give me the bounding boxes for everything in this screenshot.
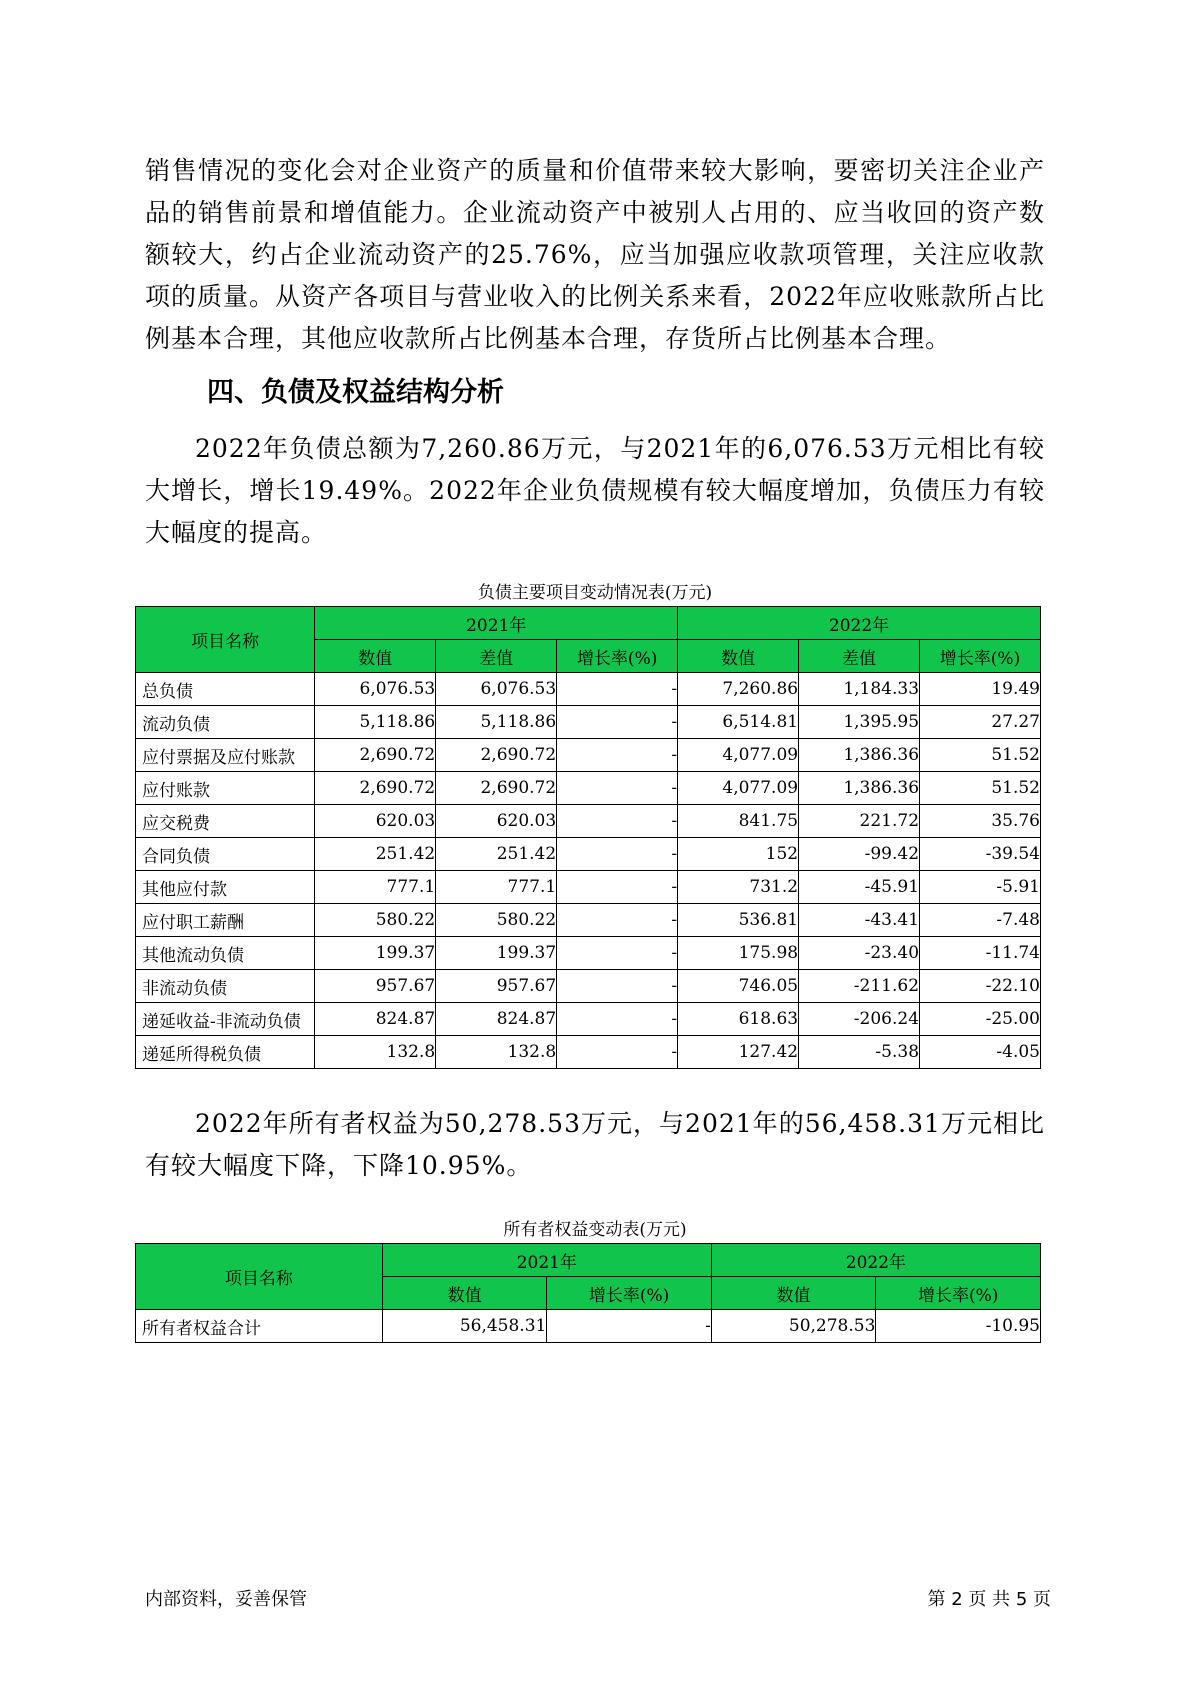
table-cell: 1,386.36 bbox=[799, 772, 920, 805]
row-label: 应付账款 bbox=[136, 772, 315, 805]
table-cell: 1,184.33 bbox=[799, 673, 920, 706]
header-sub: 差值 bbox=[436, 640, 557, 673]
table-row bbox=[136, 805, 1041, 838]
table-cell: - bbox=[557, 805, 678, 838]
table-cell: 2,690.72 bbox=[315, 772, 436, 805]
table-cell: 746.05 bbox=[678, 970, 799, 1003]
table-cell: - bbox=[557, 1036, 678, 1069]
row-label: 流动负债 bbox=[136, 706, 315, 739]
table-cell: - bbox=[557, 673, 678, 706]
table-cell: 127.42 bbox=[678, 1036, 799, 1069]
table-cell: 175.98 bbox=[678, 937, 799, 970]
table-cell: -206.24 bbox=[799, 1003, 920, 1036]
row-label: 应付职工薪酬 bbox=[136, 904, 315, 937]
table-cell: 777.1 bbox=[315, 871, 436, 904]
table-cell: 56,458.31 bbox=[382, 1310, 547, 1343]
table-cell: 4,077.09 bbox=[678, 772, 799, 805]
table-cell: 957.67 bbox=[315, 970, 436, 1003]
row-label: 总负债 bbox=[136, 673, 315, 706]
header-year-2021: 2021年 bbox=[382, 1244, 711, 1277]
table-cell: 620.03 bbox=[315, 805, 436, 838]
table-row bbox=[136, 970, 1041, 1003]
header-item-name: 项目名称 bbox=[136, 1244, 383, 1310]
row-label: 递延所得税负债 bbox=[136, 1036, 315, 1069]
table-cell: 2,690.72 bbox=[436, 772, 557, 805]
table-cell: - bbox=[557, 937, 678, 970]
equity-table-body bbox=[136, 1310, 1041, 1343]
table-cell: 841.75 bbox=[678, 805, 799, 838]
table-cell: 824.87 bbox=[315, 1003, 436, 1036]
table-cell: -23.40 bbox=[799, 937, 920, 970]
table-cell: - bbox=[557, 838, 678, 871]
table-cell: -99.42 bbox=[799, 838, 920, 871]
row-label: 其他应付款 bbox=[136, 871, 315, 904]
paragraph-assets: 销售情况的变化会对企业资产的质量和价值带来较大影响，要密切关注企业产品的销售前景和增值能力。企业流动资产中被别人占用的、应当收回的资产数额较大，约占企业流动资产的25.76%，应当加强应收款项管理，关注应收款项的质量。从资产各项目与营业收入的比例关系来看，2022年应收账款所占比例基本合理，其他应收款所占比例基本合理，存货所占比例基本合理。 bbox=[145, 156, 1045, 353]
table-cell: 618.63 bbox=[678, 1003, 799, 1036]
table-cell: 2,690.72 bbox=[315, 739, 436, 772]
table-cell: - bbox=[557, 871, 678, 904]
table-cell: 580.22 bbox=[436, 904, 557, 937]
table-caption-liabilities: 负债主要项目变动情况表(万元) bbox=[477, 583, 713, 603]
liabilities-table-body bbox=[136, 673, 1041, 1069]
header-sub: 数值 bbox=[678, 640, 799, 673]
table-row bbox=[136, 706, 1041, 739]
table-cell: -5.38 bbox=[799, 1036, 920, 1069]
table-cell: -22.10 bbox=[920, 970, 1041, 1003]
table-cell: 152 bbox=[678, 838, 799, 871]
table-row bbox=[136, 673, 1041, 706]
table-cell: - bbox=[547, 1310, 712, 1343]
table-cell: 824.87 bbox=[436, 1003, 557, 1036]
header-sub: 增长率(%) bbox=[876, 1277, 1041, 1310]
table-cell: -25.00 bbox=[920, 1003, 1041, 1036]
header-sub: 增长率(%) bbox=[557, 640, 678, 673]
table-cell: - bbox=[557, 706, 678, 739]
table-cell: 221.72 bbox=[799, 805, 920, 838]
table-cell: 35.76 bbox=[920, 805, 1041, 838]
table-row bbox=[136, 904, 1041, 937]
table-cell: 251.42 bbox=[315, 838, 436, 871]
table-cell: 199.37 bbox=[315, 937, 436, 970]
table-row bbox=[136, 1036, 1041, 1069]
table-cell: 50,278.53 bbox=[711, 1310, 876, 1343]
table-cell: 536.81 bbox=[678, 904, 799, 937]
header-sub: 数值 bbox=[711, 1277, 876, 1310]
table-cell: - bbox=[557, 904, 678, 937]
table-row bbox=[136, 871, 1041, 904]
table-cell: -211.62 bbox=[799, 970, 920, 1003]
header-year-2022: 2022年 bbox=[678, 607, 1041, 640]
page-content bbox=[142, 150, 1045, 1343]
table-cell: -39.54 bbox=[920, 838, 1041, 871]
table-row bbox=[136, 739, 1041, 772]
header-year-2022: 2022年 bbox=[711, 1244, 1040, 1277]
liabilities-table bbox=[135, 606, 1041, 1069]
table-cell: 1,386.36 bbox=[799, 739, 920, 772]
section-heading: 四、负债及权益结构分析 bbox=[207, 377, 504, 408]
table-cell: 6,076.53 bbox=[315, 673, 436, 706]
table-cell: -43.41 bbox=[799, 904, 920, 937]
table-cell: 5,118.86 bbox=[315, 706, 436, 739]
header-sub: 增长率(%) bbox=[547, 1277, 712, 1310]
table-cell: -11.74 bbox=[920, 937, 1041, 970]
table-cell: 6,076.53 bbox=[436, 673, 557, 706]
row-label: 应付票据及应付账款 bbox=[136, 739, 315, 772]
table-cell: 731.2 bbox=[678, 871, 799, 904]
paragraph-liabilities: 2022年负债总额为7,260.86万元，与2021年的6,076.53万元相比有较大增长，增长19.49%。2022年企业负债规模有较大幅度增加，负债压力有较大幅度的提高。 bbox=[145, 434, 1045, 547]
table-cell: - bbox=[557, 739, 678, 772]
footer-page-number: 第 2 页 共 5 页 bbox=[927, 1589, 1051, 1610]
row-label: 非流动负债 bbox=[136, 970, 315, 1003]
table-cell: 620.03 bbox=[436, 805, 557, 838]
table-cell: - bbox=[557, 970, 678, 1003]
table-cell: -4.05 bbox=[920, 1036, 1041, 1069]
row-label: 所有者权益合计 bbox=[136, 1310, 383, 1343]
header-year-2021: 2021年 bbox=[315, 607, 678, 640]
row-label: 应交税费 bbox=[136, 805, 315, 838]
table-cell: 4,077.09 bbox=[678, 739, 799, 772]
header-sub: 数值 bbox=[382, 1277, 547, 1310]
table-cell: 19.49 bbox=[920, 673, 1041, 706]
table-cell: 957.67 bbox=[436, 970, 557, 1003]
row-label: 合同负债 bbox=[136, 838, 315, 871]
header-sub: 增长率(%) bbox=[920, 640, 1041, 673]
table-row bbox=[136, 838, 1041, 871]
table-cell: -5.91 bbox=[920, 871, 1041, 904]
table-cell: 6,514.81 bbox=[678, 706, 799, 739]
paragraph-equity: 2022年所有者权益为50,278.53万元，与2021年的56,458.31万元相比有较大幅度下降，下降10.95%。 bbox=[145, 1109, 1045, 1180]
equity-table bbox=[135, 1243, 1041, 1343]
table-cell: 27.27 bbox=[920, 706, 1041, 739]
table-row bbox=[136, 1003, 1041, 1036]
table-cell: 2,690.72 bbox=[436, 739, 557, 772]
header-sub: 差值 bbox=[799, 640, 920, 673]
table-cell: 1,395.95 bbox=[799, 706, 920, 739]
table-cell: -45.91 bbox=[799, 871, 920, 904]
table-cell: 5,118.86 bbox=[436, 706, 557, 739]
table-cell: 777.1 bbox=[436, 871, 557, 904]
table-cell: -7.48 bbox=[920, 904, 1041, 937]
table-cell: 7,260.86 bbox=[678, 673, 799, 706]
table-cell: 199.37 bbox=[436, 937, 557, 970]
header-item-name: 项目名称 bbox=[136, 607, 315, 673]
table-cell: -10.95 bbox=[876, 1310, 1041, 1343]
table-cell: - bbox=[557, 772, 678, 805]
table-cell: 51.52 bbox=[920, 739, 1041, 772]
header-sub: 数值 bbox=[315, 640, 436, 673]
table-row bbox=[136, 772, 1041, 805]
table-row bbox=[136, 937, 1041, 970]
table-cell: 580.22 bbox=[315, 904, 436, 937]
row-label: 其他流动负债 bbox=[136, 937, 315, 970]
table-cell: 132.8 bbox=[315, 1036, 436, 1069]
table-caption-equity: 所有者权益变动表(万元) bbox=[503, 1220, 687, 1240]
table-cell: 132.8 bbox=[436, 1036, 557, 1069]
table-cell: 51.52 bbox=[920, 772, 1041, 805]
table-cell: 251.42 bbox=[436, 838, 557, 871]
row-label: 递延收益-非流动负债 bbox=[136, 1003, 315, 1036]
table-row bbox=[136, 1310, 1041, 1343]
table-cell: - bbox=[557, 1003, 678, 1036]
footer-confidential: 内部资料，妥善保管 bbox=[145, 1589, 307, 1610]
